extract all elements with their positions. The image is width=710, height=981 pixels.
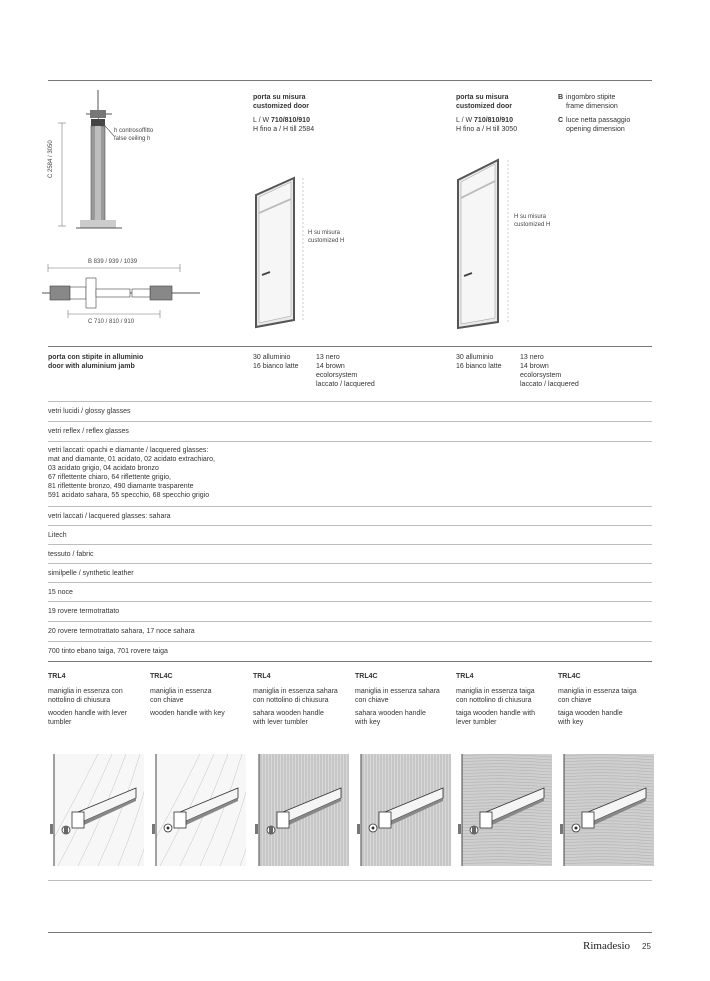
floor: [80, 220, 116, 228]
door2-h-label-2: customized H: [514, 222, 551, 228]
row-rule: [48, 441, 652, 442]
glass-row: 700 tinto ebano taiga, 701 rovere taiga: [48, 648, 168, 655]
row-rule: [48, 563, 652, 564]
handle-image: [253, 754, 349, 866]
handle-image: [456, 754, 552, 866]
handle-desc: TRL4 maniglia in essenza taiga con nottolino di chiusura taiga wooden handle with lever tumbler: [456, 672, 554, 727]
glass-row: 81 riflettente bronzo, 490 diamante trasparente: [48, 483, 194, 490]
row-rule: [48, 401, 652, 402]
handle-desc: TRL4 maniglia in essenza sahara con nottolino di chiusura sahara wooden handle with lever tumbler: [253, 672, 351, 727]
ceiling-label-en: false ceiling h: [114, 136, 151, 142]
finish-item: ecolorsystem: [316, 372, 358, 379]
section-diagram: [40, 88, 210, 336]
handle-code: TRL4C: [558, 673, 581, 680]
glass-row: 67 riflettente chiaro, 64 riflettente grigio,: [48, 474, 171, 481]
row-rule: [48, 544, 652, 545]
bottom-rule: [48, 880, 652, 881]
handle-drawing: [456, 754, 552, 866]
finish-item: laccato / lacquered: [316, 381, 375, 388]
door2-width: L / W 710/810/910: [456, 117, 513, 124]
page-number: 25: [642, 942, 651, 951]
door1-finish-col2: [316, 353, 375, 389]
finish-item: 13 nero: [520, 354, 544, 361]
ceiling-label-it: h controsoffitto: [114, 128, 154, 134]
legend-c-key: C: [558, 117, 564, 124]
glass-row: mat and diamante, 01 acidato, 02 acidato extrachiaro,: [48, 456, 215, 463]
glass-row: tessuto / fabric: [48, 551, 94, 558]
glass-row: 03 acidato grigio, 04 acidato bronzo: [48, 465, 159, 472]
height-dimension: C 2584 / 3050: [48, 140, 54, 178]
glass-row: 591 acidato sahara, 55 specchio, 68 specchio grigio: [48, 492, 210, 499]
door2-title-en: customized door: [456, 103, 513, 110]
door1-h-label-1: H su misura: [308, 230, 341, 236]
row-rule: [48, 582, 652, 583]
row-rule: [48, 506, 652, 507]
row-rule: [48, 661, 652, 662]
finish-item: 16 bianco latte: [456, 363, 502, 370]
width-dimension-c: C 710 / 810 / 910: [88, 319, 135, 325]
row-rule: [48, 525, 652, 526]
ceiling-bracket: [90, 110, 106, 118]
handle-image: [48, 754, 144, 866]
glass-row: 20 rovere termotrattato sahara, 17 noce sahara: [48, 628, 195, 635]
door1-h-label-2: customized H: [308, 238, 345, 244]
legend-b-key: B: [558, 94, 564, 101]
handle-image: [355, 754, 451, 866]
handle-code: TRL4C: [355, 673, 378, 680]
finish-item: 14 brown: [316, 363, 345, 370]
finish-item: 13 nero: [316, 354, 340, 361]
brand-logo: Rimadesio: [583, 940, 631, 952]
finish-item: 30 alluminio: [253, 354, 291, 361]
legend-b-en: frame dimension: [566, 103, 618, 110]
handle-desc: TRL4C maniglia in essenza con chiave wooden handle with key: [150, 672, 245, 718]
finish-item: 16 bianco latte: [253, 363, 299, 370]
door1-width: L / W 710/810/910: [253, 117, 310, 124]
jamb-rule: [48, 346, 652, 347]
handle-desc: TRL4C maniglia in essenza sahara con chiave sahara wooden handle with key: [355, 672, 453, 727]
legend-c-it: luce netta passaggio: [566, 117, 631, 124]
handle-drawing: [48, 754, 144, 866]
door2-finish-col2: [520, 353, 579, 389]
door2-h-label-1: H su misura: [514, 214, 547, 220]
door2-finish-col1: [456, 353, 502, 371]
footer-rule: [48, 932, 652, 933]
door1-title-en: customized door: [253, 103, 310, 110]
handle-image: [558, 754, 654, 866]
handle-drawing: [150, 754, 246, 866]
glass-row: vetri lucidi / glossy glasses: [48, 408, 131, 415]
finish-item: ecolorsystem: [520, 372, 562, 379]
door1-illustration: [248, 170, 308, 330]
handle-code: TRL4: [456, 673, 474, 680]
row-rule: [48, 421, 652, 422]
row-rule: [48, 601, 652, 602]
handle-drawing: [355, 754, 451, 866]
door1-finish-col1: [253, 353, 299, 371]
finish-item: 30 alluminio: [456, 354, 494, 361]
finish-item: laccato / lacquered: [520, 381, 579, 388]
handle-code: TRL4: [48, 673, 66, 680]
glass-row: 19 rovere termotrattato: [48, 608, 120, 615]
row-rule: [48, 641, 652, 642]
glass-row: Litech: [48, 532, 67, 539]
row-rule: [48, 621, 652, 622]
handle-desc: TRL4C maniglia in essenza taiga con chiave taiga wooden handle with key: [558, 672, 652, 727]
door2-height: H fino a / H till 3050: [456, 126, 518, 133]
handle-code: TRL4: [253, 673, 271, 680]
handle-drawing: [558, 754, 654, 866]
door1-height: H fino a / H till 2584: [253, 126, 315, 133]
jamb-title-en: door with aluminium jamb: [48, 363, 135, 370]
glass-row: vetri reflex / reflex glasses: [48, 428, 129, 435]
glass-row: vetri laccati: opachi e diamante / lacquered glasses:: [48, 447, 209, 454]
glass-row: similpelle / synthetic leather: [48, 570, 134, 577]
finish-item: 14 brown: [520, 363, 549, 370]
door2-illustration: [452, 152, 512, 332]
door1-title-it: porta su misura: [253, 94, 306, 101]
jamb-title-it: porta con stipite in alluminio: [48, 354, 144, 361]
handle-code: TRL4C: [150, 673, 173, 680]
handle-drawing: [253, 754, 349, 866]
door2-title-it: porta su misura: [456, 94, 509, 101]
handle-image: [150, 754, 246, 866]
top-rule: [48, 80, 652, 81]
glass-row: vetri laccati / lacquered glasses: sahara: [48, 513, 171, 520]
glass-row: 15 noce: [48, 589, 73, 596]
width-dimension-b: B 839 / 939 / 1039: [88, 259, 138, 265]
legend-c-en: opening dimension: [566, 126, 625, 133]
legend-b-it: ingombro stipite: [566, 94, 616, 101]
handle-desc: TRL4 maniglia in essenza con nottolino di chiusura wooden handle with lever tumbler: [48, 672, 143, 727]
